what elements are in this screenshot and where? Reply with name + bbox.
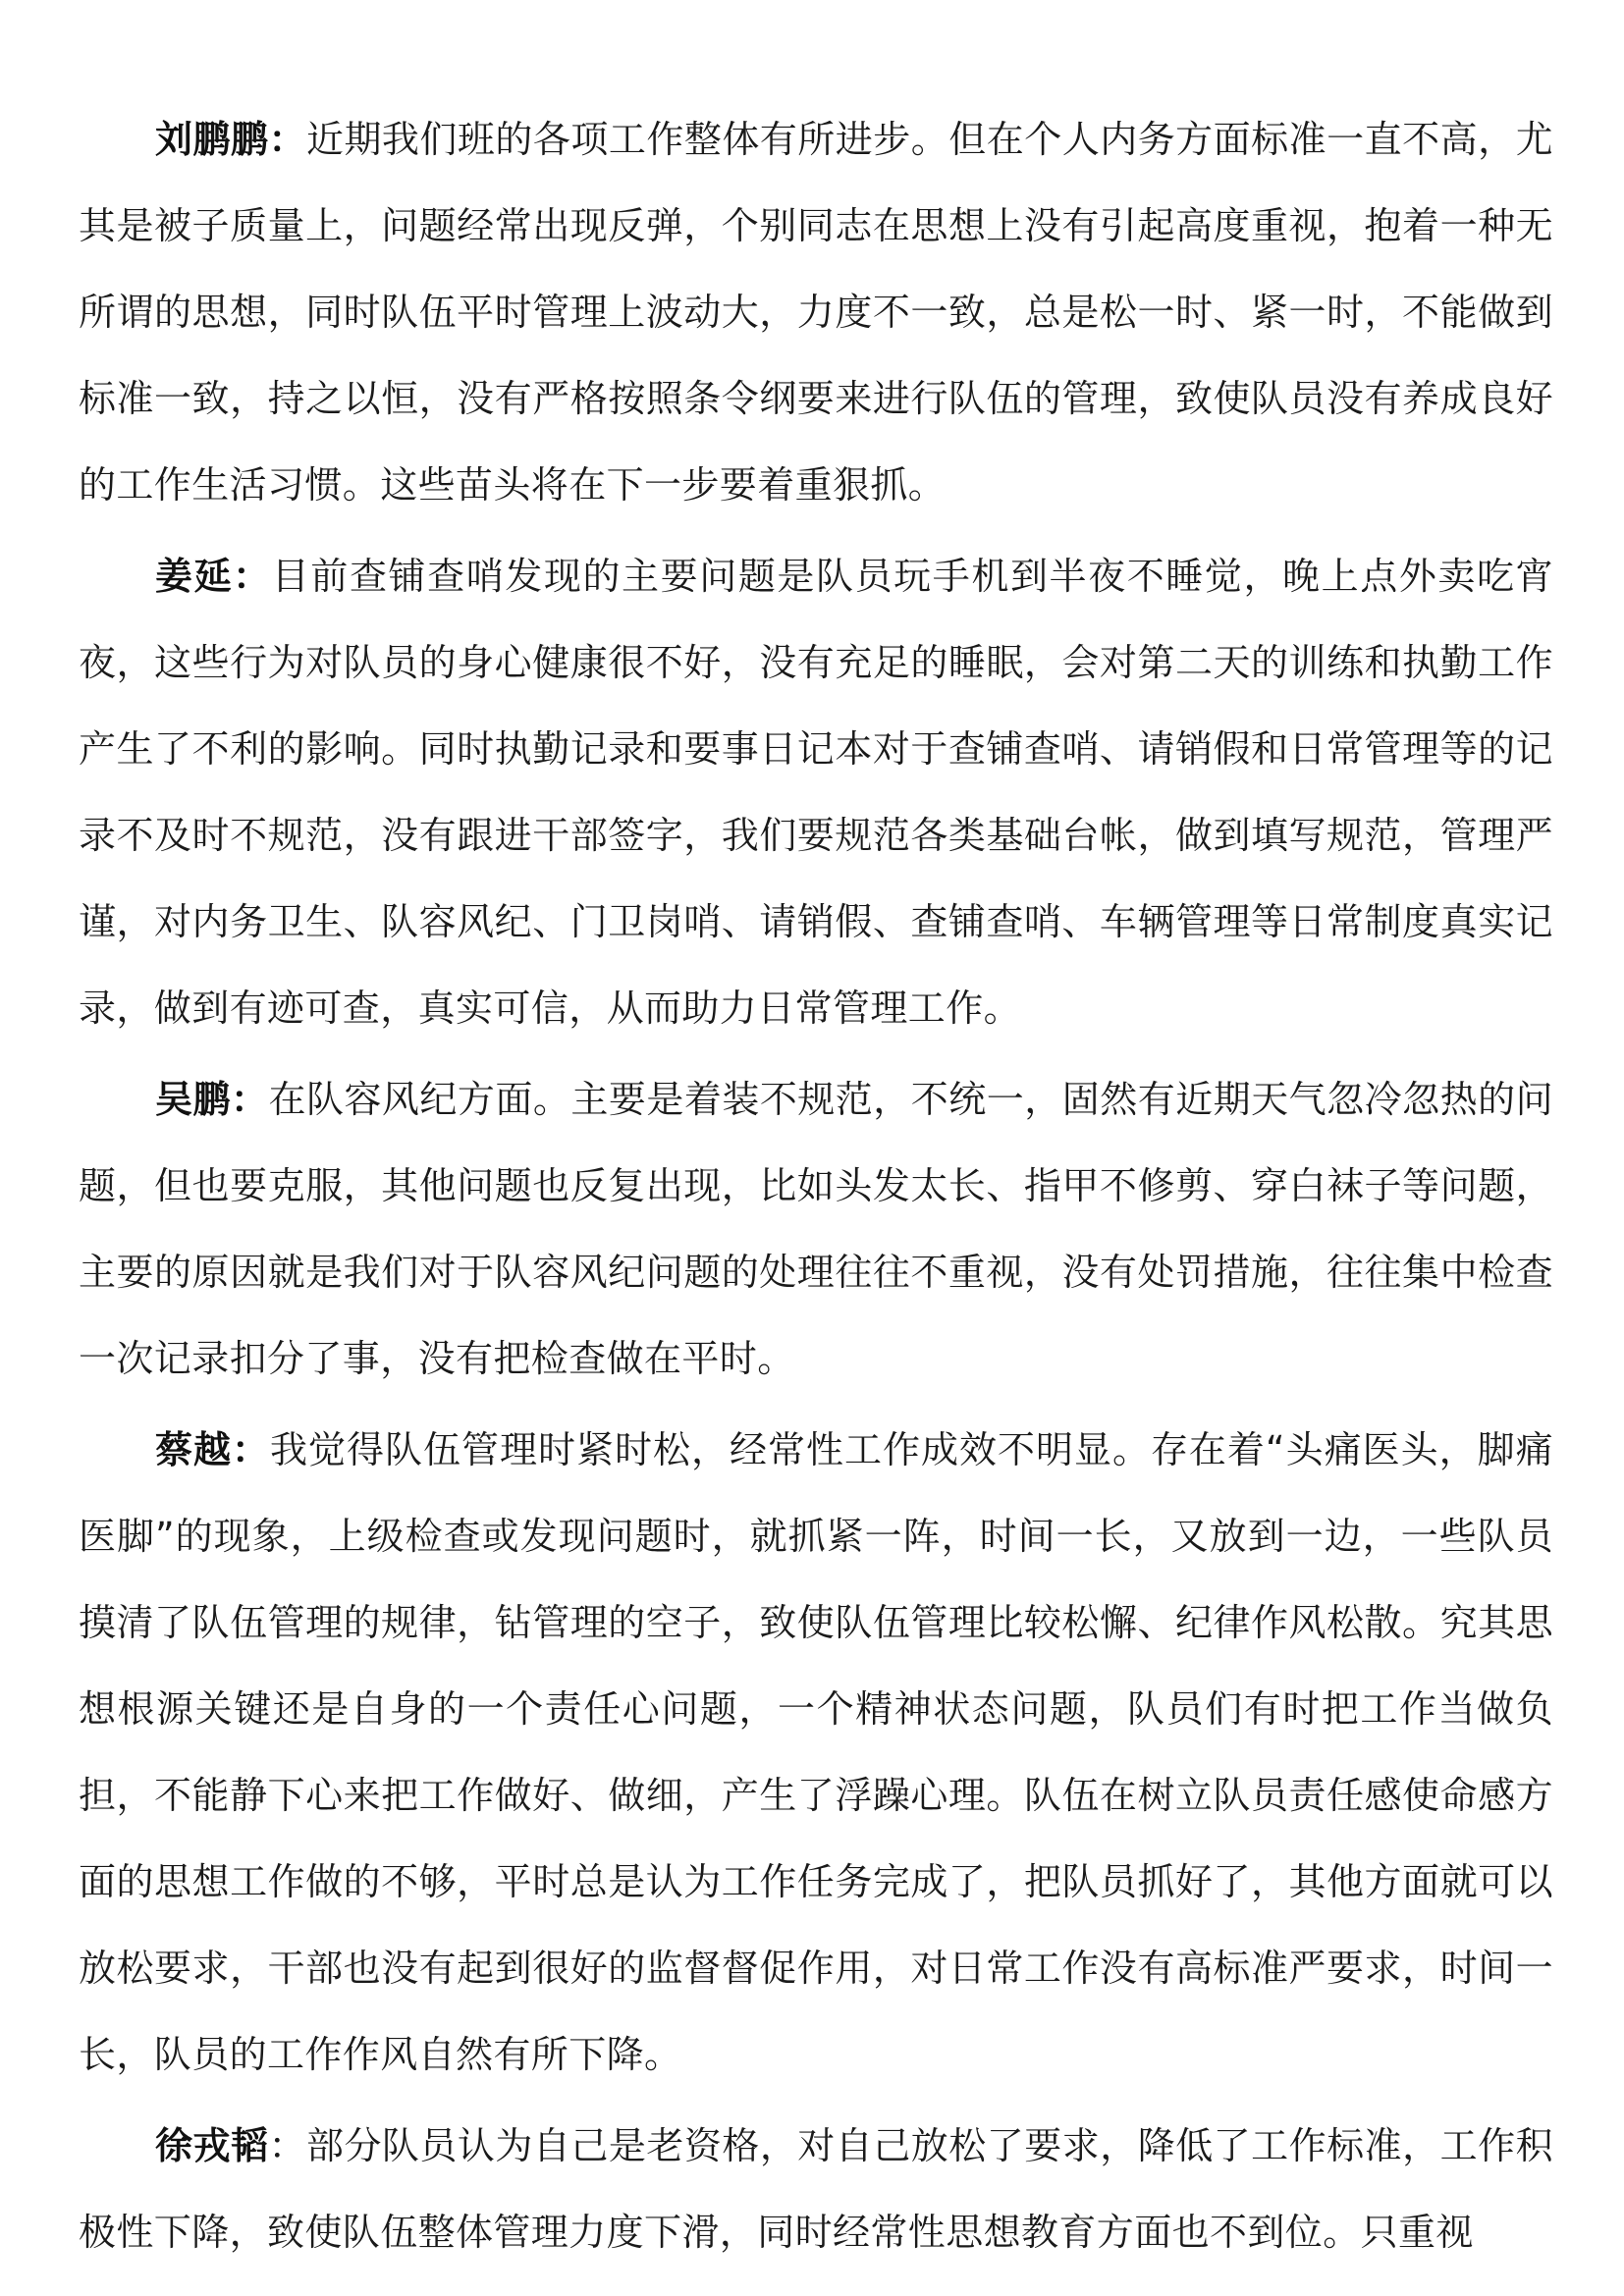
paragraph-text: 在队容风纪方面。主要是着装不规范，不统一，固然有近期天气忽冷忽热的问题，但也要克服，其他问题也反复出现，比如头发太长、指甲不修剪、穿白袜子等问题，主要的原因就是我们对于队容风纪问题的处理往往不重视，没有处罚措施，往往集中检查一次记录扣分了事，没有把检查做在平时。 (79, 1078, 1553, 1380)
paragraph-wu-peng (79, 1056, 1553, 1402)
speaker-name: 徐戎韬 (155, 2124, 269, 2167)
paragraph-liu-pengpeng (79, 96, 1553, 528)
speaker-name: 姜延： (155, 555, 272, 598)
paragraph-text: 目前查铺查哨发现的主要问题是队员玩手机到半夜不睡觉，晚上点外卖吃宵夜，这些行为对队员的身心健康很不好，没有充足的睡眠，会对第二天的训练和执勤工作产生了不利的影响。同时执勤记录和要事日记本对于查铺查哨、请销假和日常管理等的记录不及时不规范，没有跟进干部签字，我们要规范各类基础台帐，做到填写规范，管理严谨，对内务卫生、队容风纪、门卫岗哨、请销假、查铺查哨、车辆管理等日常制度真实记录，做到有迹可查，真实可信，从而助力日常管理工作。 (79, 555, 1553, 1030)
paragraph-text: 近期我们班的各项工作整体有所进步。但在个人内务方面标准一直不高，尤其是被子质量上，问题经常出现反弹，个别同志在思想上没有引起高度重视，抱着一种无所谓的思想，同时队伍平时管理上波动大，力度不一致，总是松一时、紧一时，不能做到标准一致，持之以恒，没有严格按照条令纲要来进行队伍的管理，致使队员没有养成良好的工作生活习惯。这些苗头将在下一步要着重狠抓。 (79, 118, 1553, 507)
speaker-name: 吴鹏： (155, 1078, 269, 1121)
paragraph-xu-rongtao (79, 2103, 1553, 2275)
speaker-name: 蔡越： (155, 1428, 270, 1471)
paragraph-text: ：部分队员认为自己是老资格，对自己放松了要求，降低了工作标准，工作积极性下降，致使队伍整体管理力度下滑，同时经常性思想教育方面也不到位。只重视 (79, 2124, 1553, 2254)
paragraph-jiang-yan (79, 533, 1553, 1051)
speaker-name: 刘鹏鹏： (155, 118, 306, 161)
document-body (79, 96, 1553, 2280)
paragraph-text: 我觉得队伍管理时紧时松，经常性工作成效不明显。存在着“头痛医头，脚痛医脚”的现象，上级检查或发现问题时，就抓紧一阵，时间一长，又放到一边，一些队员摸清了队伍管理的规律，钻管理的空子，致使队伍管理比较松懈、纪律作风松散。究其思想根源关键还是自身的一个责任心问题，一个精神状态问题，队员们有时把工作当做负担，不能静下心来把工作做好、做细，产生了浮躁心理。队伍在树立队员责任感使命感方面的思想工作做的不够，平时总是认为工作任务完成了，把队员抓好了，其他方面就可以放松要求，干部也没有起到很好的监督督促作用，对日常工作没有高标准严要求，时间一长，队员的工作作风自然有所下降。 (79, 1428, 1553, 2076)
paragraph-cai-yue (79, 1407, 1553, 2098)
